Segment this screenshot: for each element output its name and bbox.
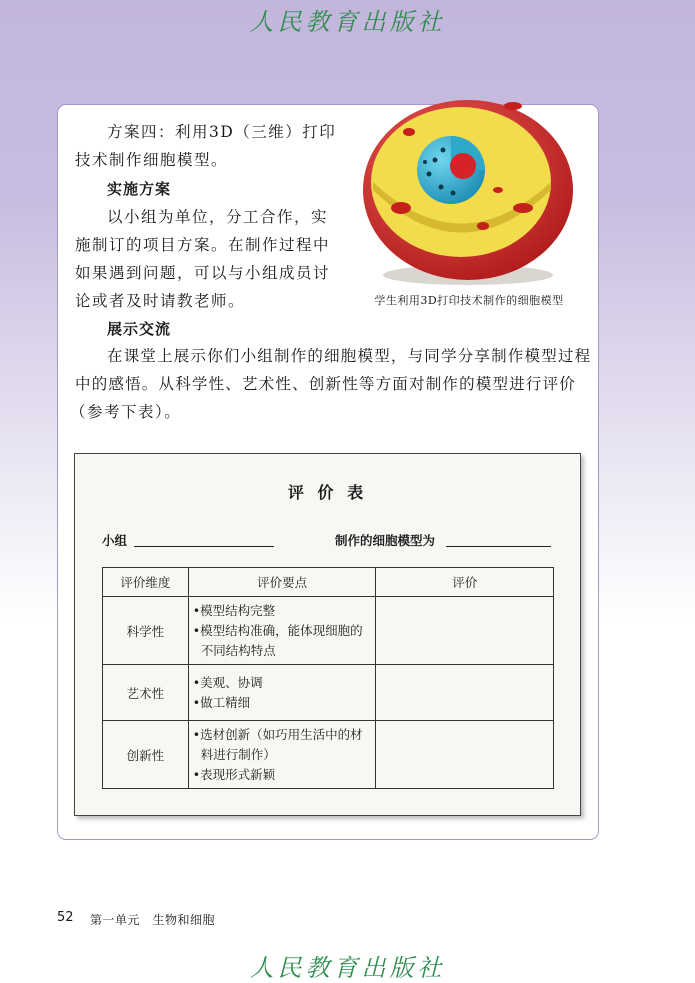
impl-line-1: 以小组为单位，分工合作，实	[107, 208, 329, 226]
figure-caption: 学生利用3D打印技术制作的细胞模型	[374, 294, 564, 307]
row-dimension: 艺术性	[103, 665, 189, 721]
organelle	[504, 102, 522, 110]
cell-model-image	[363, 90, 573, 290]
point-item: •表现形式新颖	[192, 766, 276, 782]
impl-line-4: 论或者及时请教老师。	[75, 292, 246, 310]
row-evaluation-cell[interactable]	[376, 721, 554, 789]
organelle	[477, 222, 489, 230]
show-line-3: （参考下表）。	[70, 403, 182, 421]
heading-implementation: 实施方案	[107, 180, 172, 198]
table-header-row	[103, 568, 554, 597]
impl-line-3: 如果遇到问题，可以与小组成员讨	[75, 264, 331, 282]
table-row	[103, 597, 554, 665]
evaluation-table	[102, 567, 554, 789]
organelle	[513, 203, 533, 213]
show-line-1: 在课堂上展示你们小组制作的细胞模型，与同学分享制作模型过程	[107, 347, 592, 365]
heading-showcase: 展示交流	[107, 320, 172, 338]
row-points	[188, 721, 376, 789]
organelle	[493, 187, 503, 193]
table-row	[103, 721, 554, 789]
row-evaluation-cell[interactable]	[376, 597, 554, 665]
organelle	[391, 202, 411, 214]
group-label: 小组	[102, 533, 128, 548]
point-item: •模型结构完整	[192, 602, 276, 618]
row-points	[188, 665, 376, 721]
evaluation-form	[74, 453, 581, 816]
nucleolus	[450, 153, 476, 179]
group-input-line[interactable]	[134, 546, 274, 547]
evaluation-title: 评 价 表	[287, 483, 368, 502]
page-number: 52	[57, 910, 74, 925]
publisher-logo-top: 人民教育出版社	[249, 8, 446, 36]
point-item: •美观、协调	[192, 674, 263, 690]
show-line-2: 中的感悟。从科学性、艺术性、创新性等方面对制作的模型进行评价	[75, 375, 577, 393]
organelle	[403, 128, 415, 136]
row-dimension: 创新性	[103, 721, 189, 789]
para1-line1: 方案四：利用3D（三维）打印	[107, 123, 337, 141]
para1-line2: 技术制作细胞模型。	[75, 151, 229, 169]
header-evaluation: 评价	[376, 568, 554, 597]
point-item: •模型结构准确，能体现细胞的不同结构特点	[192, 622, 363, 658]
header-dimension: 评价维度	[103, 568, 189, 597]
point-item: •选材创新（如巧用生活中的材料进行制作）	[192, 726, 363, 762]
impl-line-2: 施制订的项目方案。在制作过程中	[75, 236, 331, 254]
model-label: 制作的细胞模型为	[335, 533, 436, 548]
row-dimension: 科学性	[103, 597, 189, 665]
unit-title: 第一单元 生物和细胞	[90, 913, 216, 927]
row-evaluation-cell[interactable]	[376, 665, 554, 721]
table-row	[103, 665, 554, 721]
point-item: •做工精细	[192, 694, 251, 710]
row-points	[188, 597, 376, 665]
publisher-logo-bottom: 人民教育出版社	[249, 954, 446, 982]
header-points: 评价要点	[188, 568, 376, 597]
model-input-line[interactable]	[446, 546, 551, 547]
